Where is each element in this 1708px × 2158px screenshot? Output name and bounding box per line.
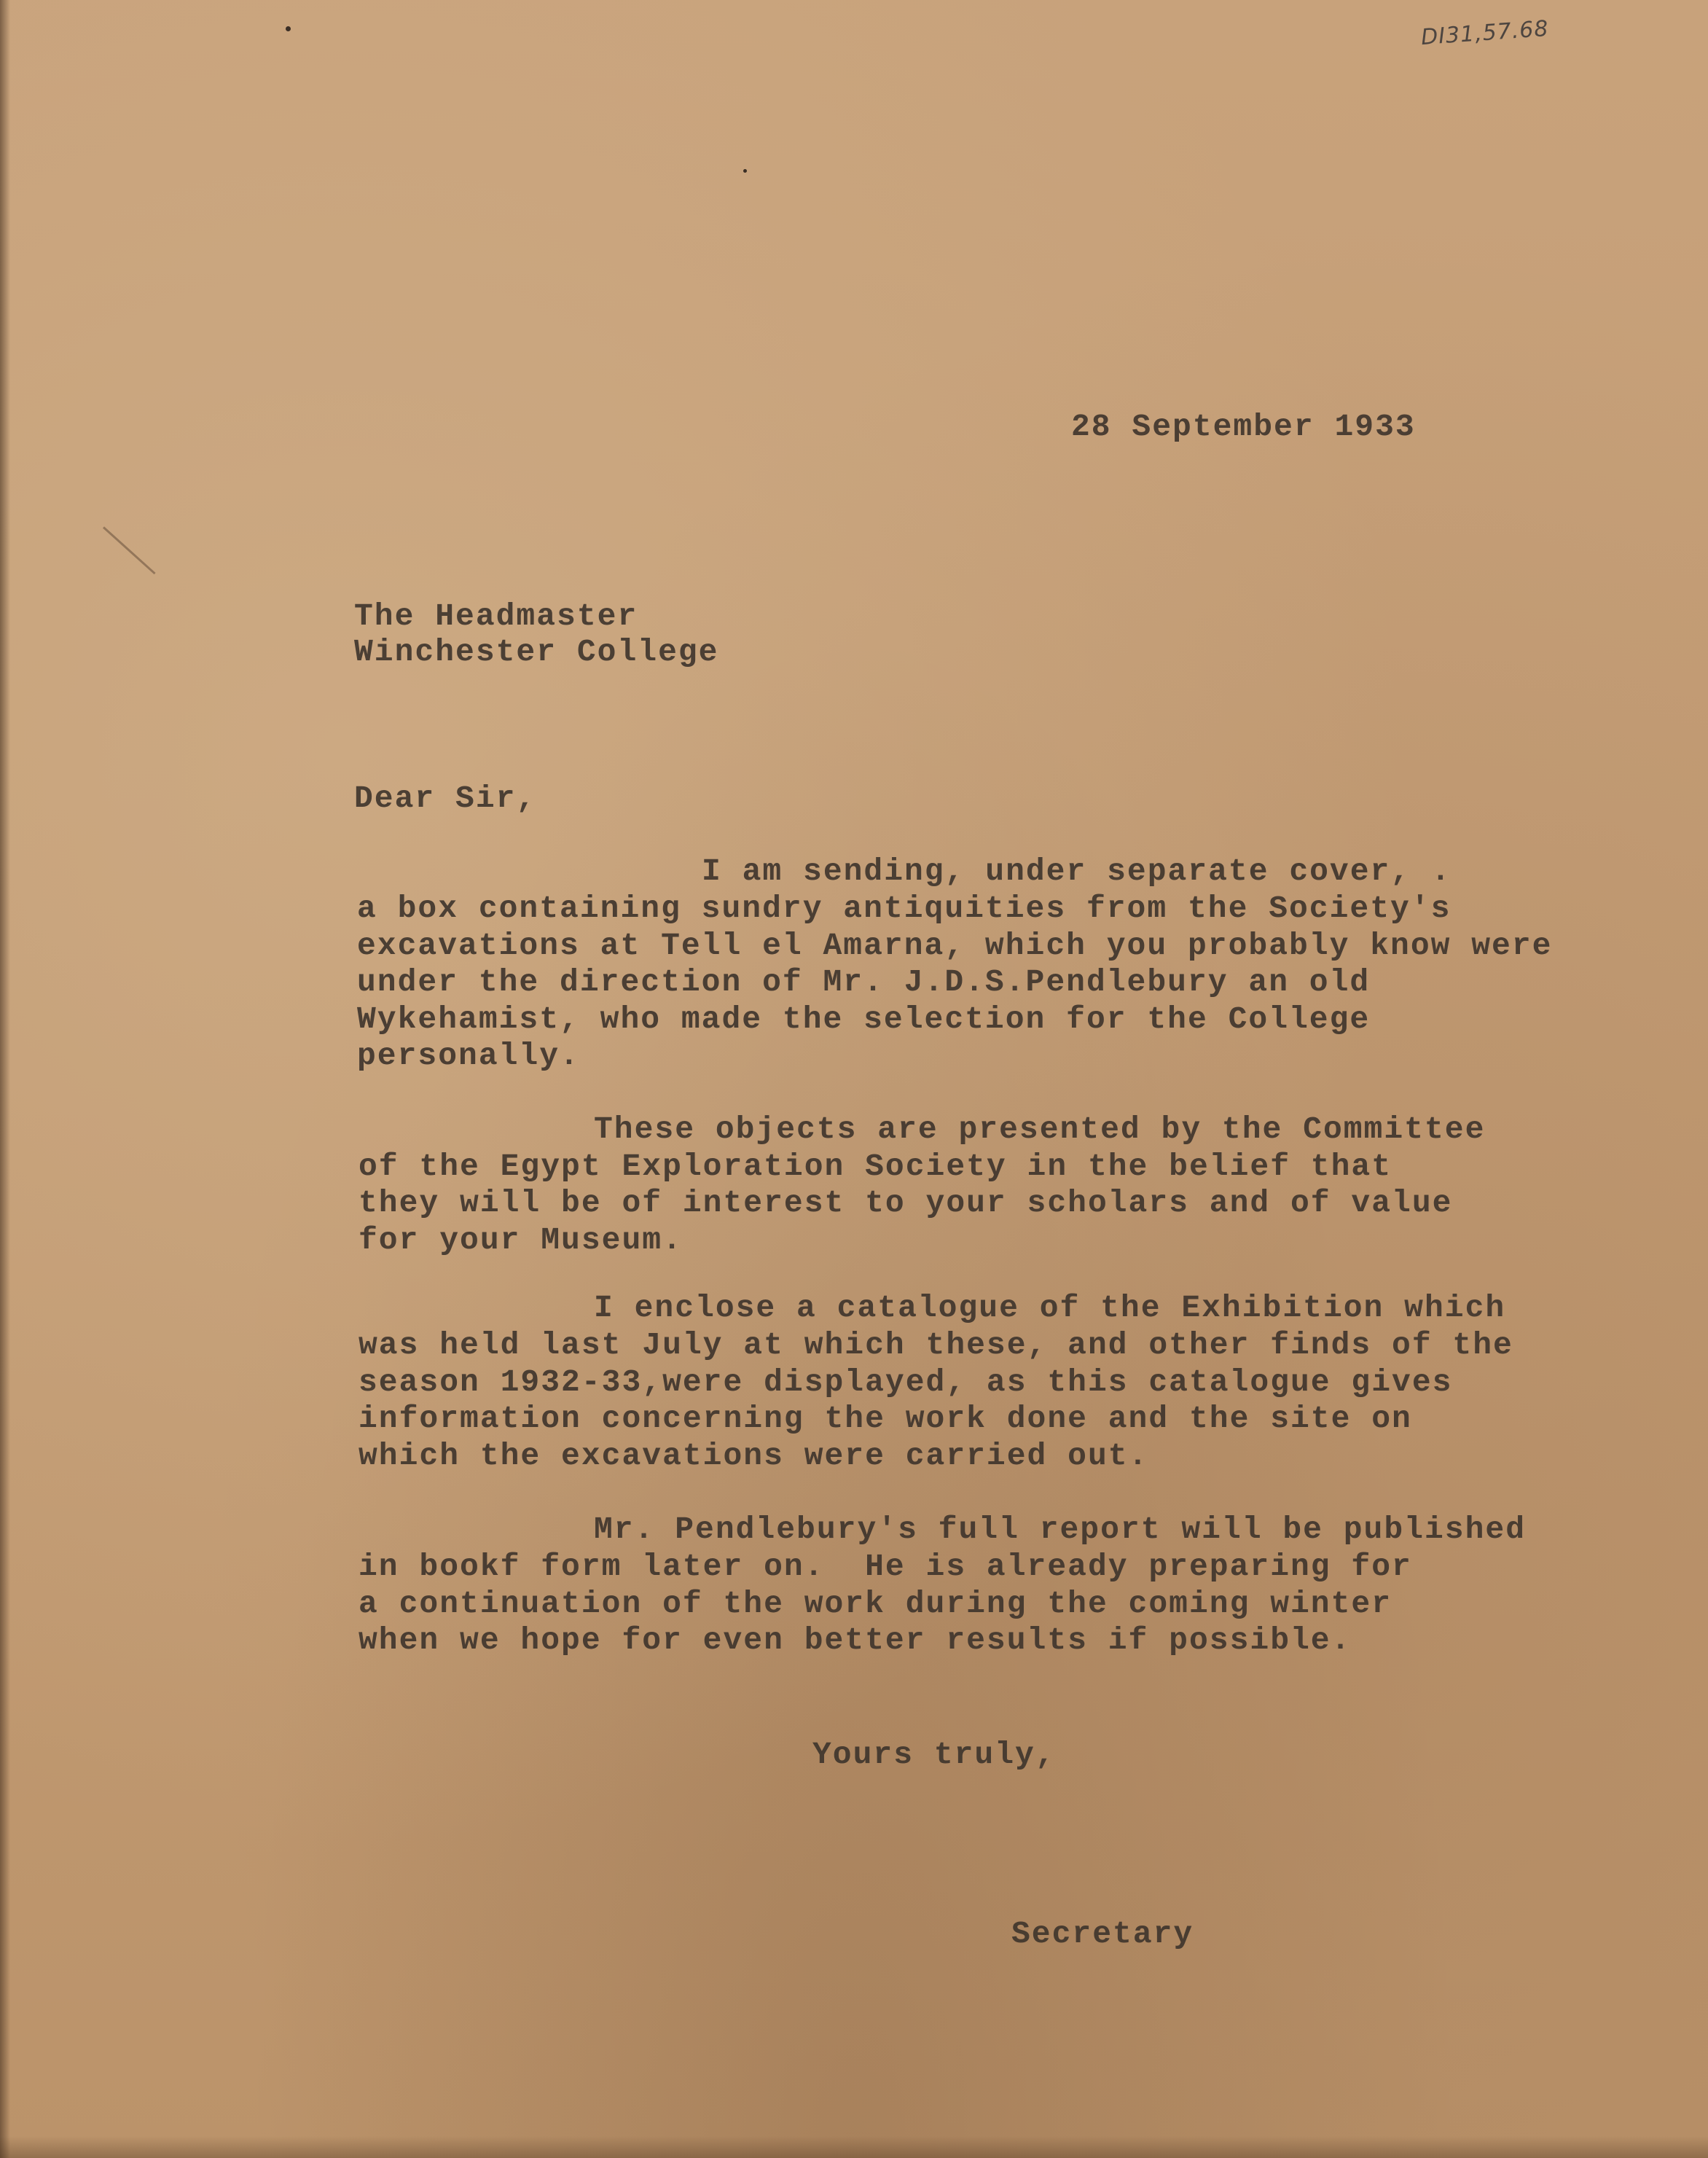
recipient-line-2: Winchester College [354, 634, 719, 670]
paragraph-2-line: for your Museum. [359, 1222, 683, 1258]
ink-speck [743, 169, 747, 173]
ink-speck [286, 26, 291, 31]
closing: Yours truly, [812, 1737, 1056, 1772]
paragraph-1-line: excavations at Tell el Amarna, which you probably know were [357, 928, 1553, 963]
paragraph-4-line: in bookf form later on. He is already preparing for [359, 1549, 1412, 1584]
paragraph-1-line: a box containing sundry antiquities from the Society's [357, 891, 1452, 926]
paragraph-4-line: Mr. Pendlebury's full report will be published [594, 1512, 1526, 1547]
archive-reference: DI31,57.68 [1419, 15, 1550, 51]
paragraph-2-line: These objects are presented by the Committee [594, 1111, 1486, 1147]
paragraph-3-line: was held last July at which these, and other finds of the [359, 1327, 1513, 1363]
salutation: Dear Sir, [354, 781, 537, 816]
paragraph-2-line: of the Egypt Exploration Society in the belief that [359, 1149, 1392, 1184]
paragraph-1-line: I am sending, under separate cover, . [702, 853, 1452, 889]
paragraph-3-line: season 1932-33,were displayed, as this catalogue gives [359, 1364, 1453, 1400]
paper-crease [103, 526, 156, 574]
paragraph-4-line: a continuation of the work during the coming winter [359, 1586, 1392, 1622]
paragraph-1-line: Wykehamist, who made the selection for the College [357, 1001, 1371, 1037]
paragraph-4-line: when we hope for even better results if possible. [359, 1622, 1352, 1658]
paragraph-1-line: under the direction of Mr. J.D.S.Pendlebury an old [357, 964, 1371, 1000]
paragraph-3-line: information concerning the work done and the site on [359, 1401, 1412, 1436]
letter-date: 28 September 1933 [1071, 409, 1416, 445]
recipient-line-1: The Headmaster [354, 598, 638, 634]
paragraph-1-line: personally. [357, 1038, 580, 1074]
signature-title: Secretary [1011, 1916, 1194, 1952]
paragraph-3-line: which the excavations were carried out. [359, 1438, 1149, 1474]
page-bottom-shadow [0, 2136, 1708, 2158]
page-edge-shadow [0, 0, 10, 2158]
paragraph-3-line: I enclose a catalogue of the Exhibition which [594, 1290, 1506, 1326]
paragraph-2-line: they will be of interest to your scholars and of value [359, 1185, 1453, 1221]
